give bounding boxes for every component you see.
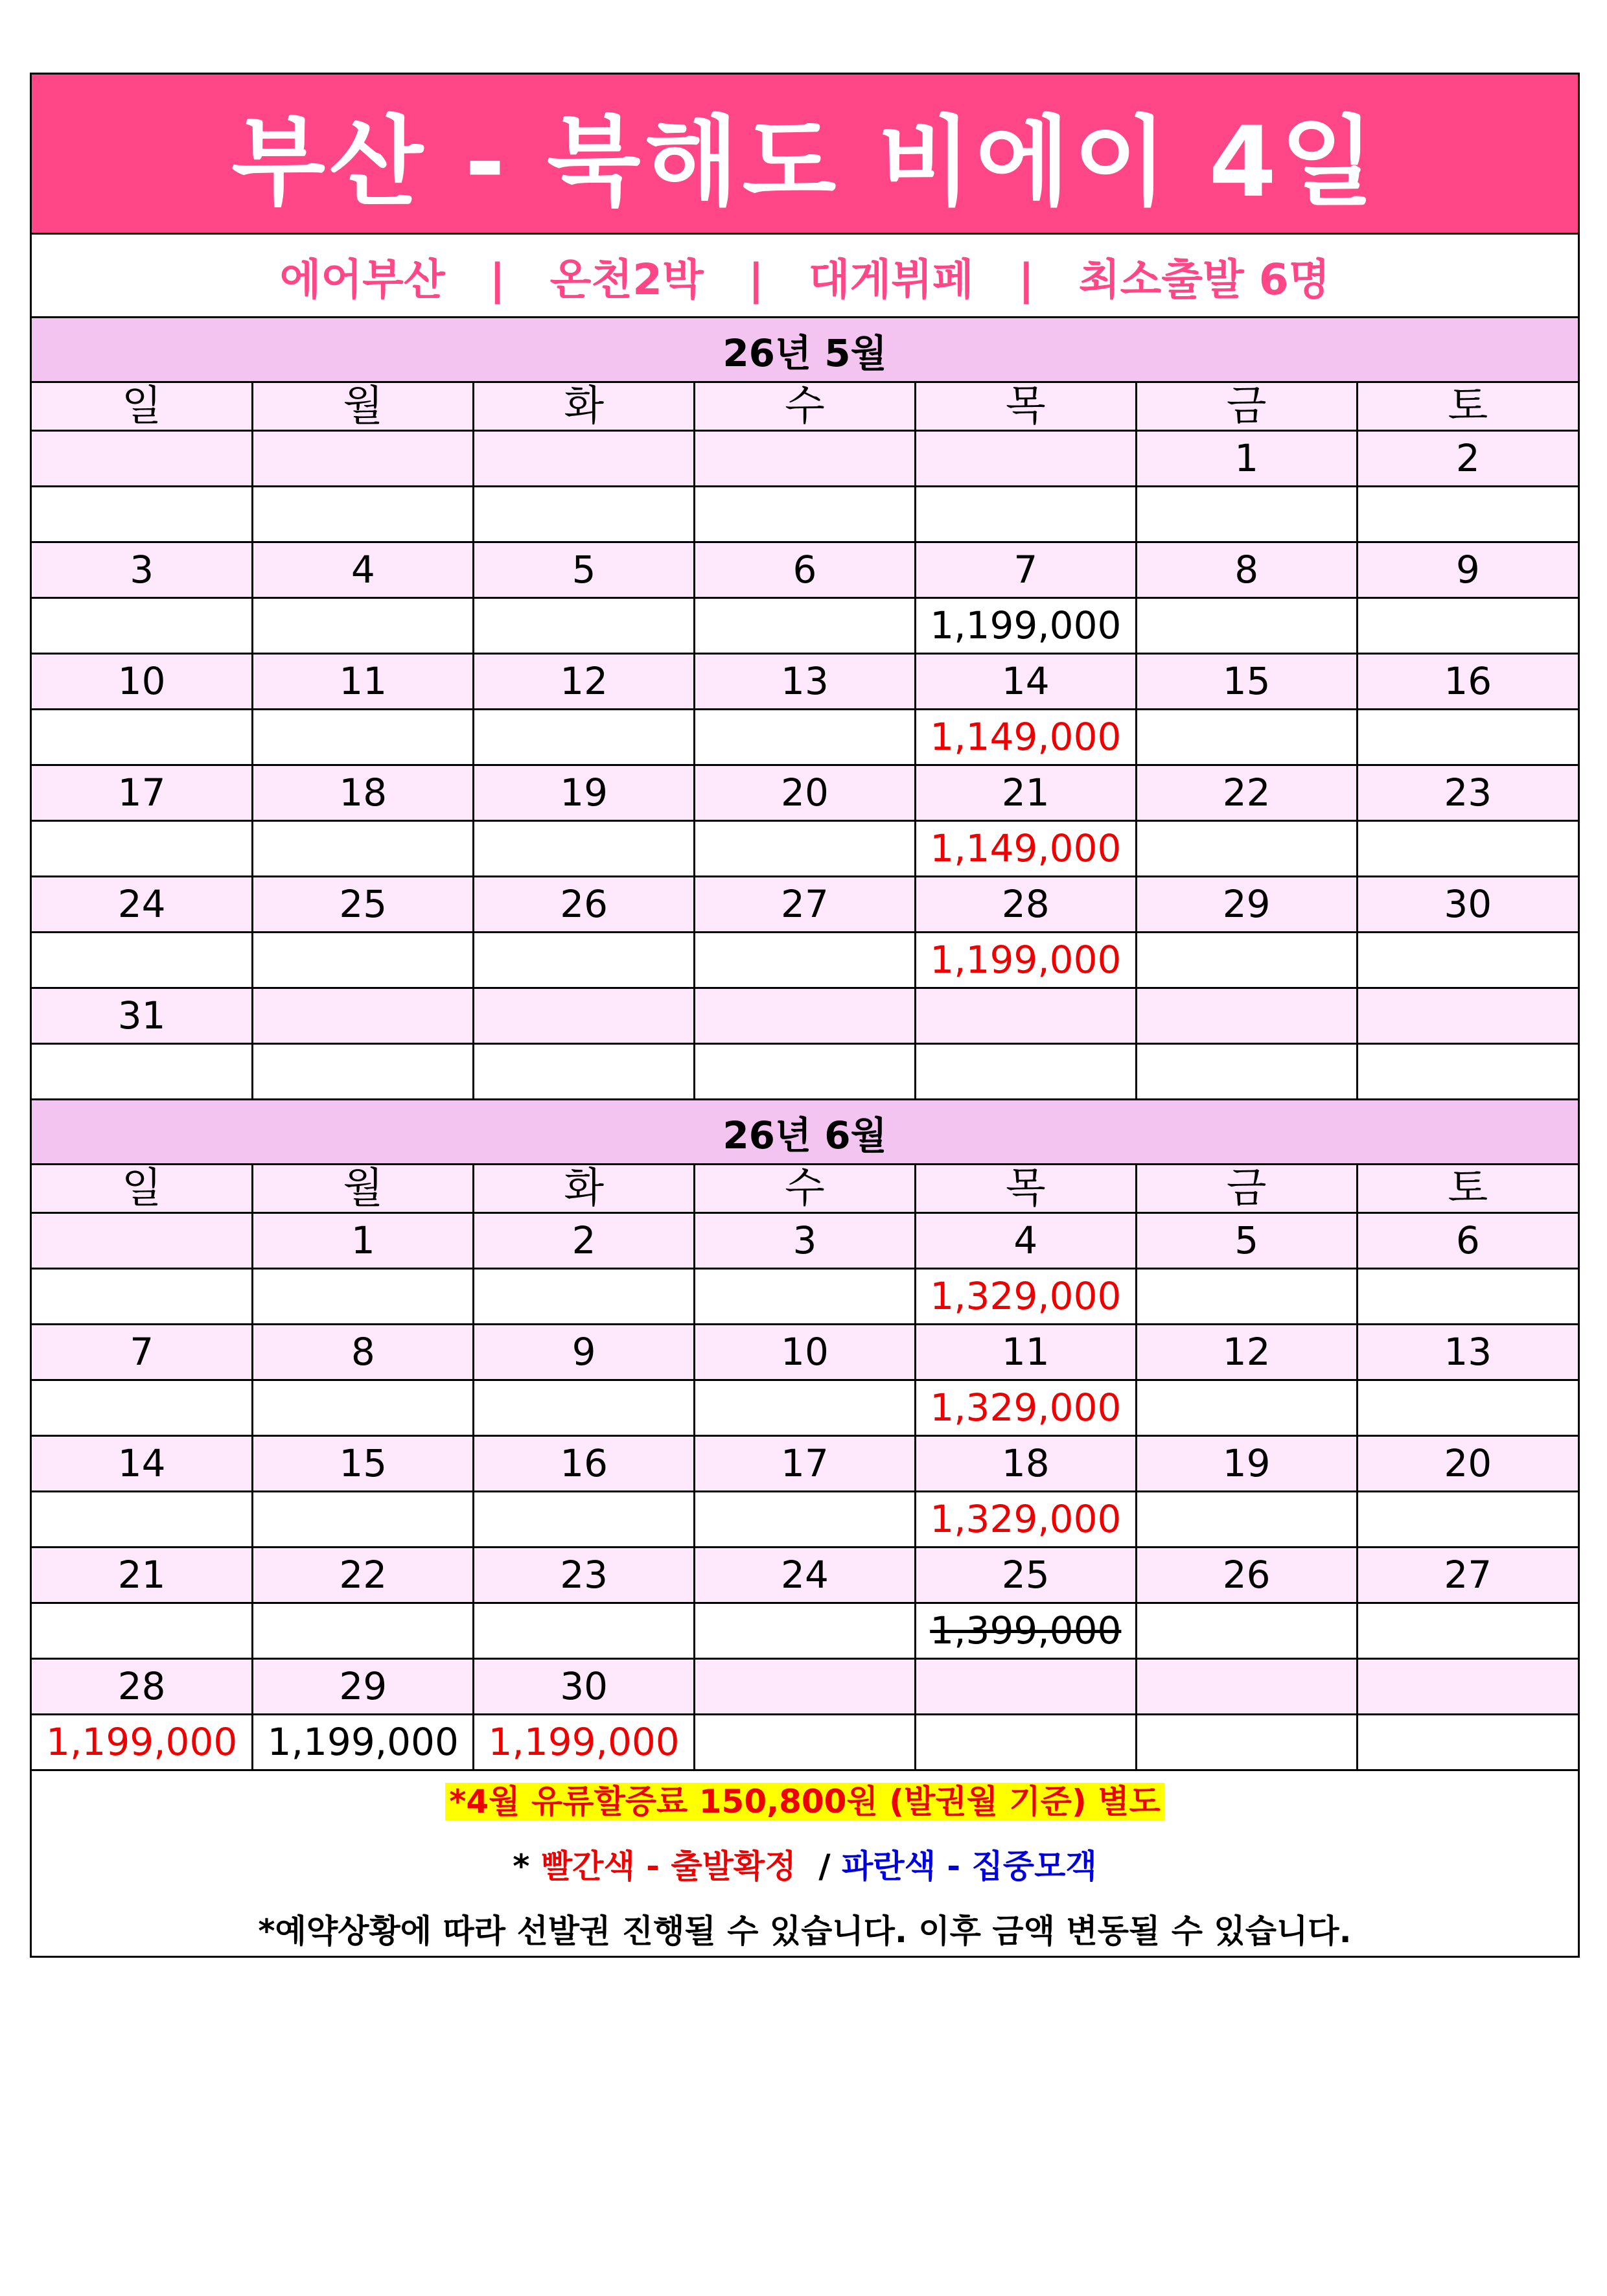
date-cell: 12: [474, 654, 695, 710]
price-cell: [1357, 1715, 1578, 1770]
price-cell: [474, 1492, 695, 1548]
date-cell: 3: [695, 1213, 916, 1269]
price-cell: [253, 1269, 474, 1325]
price-row: [32, 821, 1578, 877]
month-calendar-table: [32, 1165, 1578, 1771]
date-cell: 24: [695, 1548, 916, 1603]
date-cell: 28: [32, 1659, 253, 1715]
date-cell: 21: [915, 765, 1136, 821]
price-cell: 1,199,000: [253, 1715, 474, 1770]
date-cell: 1: [253, 1213, 474, 1269]
date-row: [32, 765, 1578, 821]
price-cell: [1357, 1380, 1578, 1436]
price-cell: [1136, 1380, 1357, 1436]
date-cell: 26: [474, 877, 695, 933]
date-row: [32, 877, 1578, 933]
price-cell: [474, 933, 695, 988]
price-cell: [32, 710, 253, 765]
price-cell: [32, 598, 253, 654]
date-cell: 21: [32, 1548, 253, 1603]
date-cell: [32, 431, 253, 487]
date-row: [32, 1213, 1578, 1269]
date-cell: 4: [253, 542, 474, 598]
price-cell: [32, 487, 253, 542]
price-cell: [32, 1044, 253, 1100]
price-cell: [695, 487, 916, 542]
date-cell: 25: [915, 1548, 1136, 1603]
price-cell: [32, 1380, 253, 1436]
date-cell: [1136, 1659, 1357, 1715]
weekday-header-row: [32, 383, 1578, 431]
surcharge-highlight: *4월 유류할증료 150,800원 (발권월 기준) 별도: [445, 1783, 1164, 1820]
date-row: [32, 988, 1578, 1044]
weekday-label: 일: [32, 383, 253, 431]
date-cell: 5: [474, 542, 695, 598]
date-cell: [915, 1659, 1136, 1715]
weekday-label: 월: [253, 1165, 474, 1213]
legend-blue: 파란색 - 집중모객: [842, 1847, 1097, 1885]
price-cell: [1136, 487, 1357, 542]
date-cell: [915, 431, 1136, 487]
price-cell: [474, 487, 695, 542]
weekday-label: 목: [915, 383, 1136, 431]
date-row: [32, 542, 1578, 598]
date-cell: [253, 431, 474, 487]
price-row: [32, 1715, 1578, 1770]
weekday-label: 토: [1357, 1165, 1578, 1213]
price-cell: [253, 487, 474, 542]
weekday-label: 목: [915, 1165, 1136, 1213]
date-cell: 10: [695, 1325, 916, 1380]
date-cell: 30: [1357, 877, 1578, 933]
date-cell: 10: [32, 654, 253, 710]
price-cell: [695, 1044, 916, 1100]
price-cell: [1357, 710, 1578, 765]
date-cell: [695, 431, 916, 487]
date-cell: 20: [1357, 1436, 1578, 1492]
price-cell: [253, 598, 474, 654]
price-cell: 1,199,000: [32, 1715, 253, 1770]
price-cell: [695, 821, 916, 877]
date-cell: 27: [695, 877, 916, 933]
weekday-label: 화: [474, 1165, 695, 1213]
price-cell: 1,199,000: [474, 1715, 695, 1770]
price-cell: [1357, 1269, 1578, 1325]
price-cell: [1357, 487, 1578, 542]
date-cell: 17: [695, 1436, 916, 1492]
price-cell: [474, 1380, 695, 1436]
date-cell: 9: [1357, 542, 1578, 598]
month-header: 26년 6월: [32, 1100, 1578, 1165]
date-row: [32, 654, 1578, 710]
price-cell: [1136, 598, 1357, 654]
month-header: 26년 5월: [32, 318, 1578, 383]
date-cell: 15: [1136, 654, 1357, 710]
surcharge-note: [445, 1776, 1164, 1822]
price-cell: [32, 1269, 253, 1325]
weekday-label: 일: [32, 1165, 253, 1213]
price-cell: 1,329,000: [915, 1492, 1136, 1548]
price-row: [32, 1044, 1578, 1100]
price-row: [32, 933, 1578, 988]
disclaimer-note: *예약상황에 따라 선발권 진행될 수 있습니다. 이후 금액 변동될 수 있습니다.: [258, 1912, 1352, 1950]
date-cell: 22: [253, 1548, 474, 1603]
date-cell: 29: [1136, 877, 1357, 933]
date-cell: [474, 431, 695, 487]
price-cell: [1136, 1603, 1357, 1659]
date-cell: [474, 988, 695, 1044]
legend-star: *: [513, 1847, 541, 1885]
price-cell: [695, 933, 916, 988]
date-cell: 18: [253, 765, 474, 821]
date-cell: 5: [1136, 1213, 1357, 1269]
price-cell: 1,149,000: [915, 710, 1136, 765]
date-cell: [32, 1213, 253, 1269]
date-cell: 7: [32, 1325, 253, 1380]
weekday-label: 수: [695, 383, 916, 431]
date-row: [32, 1659, 1578, 1715]
price-cell: [695, 1715, 916, 1770]
price-cell: [32, 821, 253, 877]
price-cell: [1136, 1492, 1357, 1548]
date-cell: [695, 1659, 916, 1715]
date-cell: 19: [1136, 1436, 1357, 1492]
page-title: 부산 - 북해도 비에이 4일: [32, 75, 1578, 235]
date-cell: [695, 988, 916, 1044]
month-calendar-table: [32, 383, 1578, 1100]
date-cell: 16: [1357, 654, 1578, 710]
price-cell: [1136, 1044, 1357, 1100]
date-cell: 22: [1136, 765, 1357, 821]
price-cell: [1357, 1044, 1578, 1100]
tour-calendar-sheet: [30, 73, 1580, 1958]
date-cell: 6: [695, 542, 916, 598]
legend-red: 빨간색 - 출발확정: [540, 1847, 796, 1885]
date-cell: 4: [915, 1213, 1136, 1269]
date-cell: 15: [253, 1436, 474, 1492]
price-cell: [695, 1380, 916, 1436]
date-cell: [1357, 988, 1578, 1044]
date-cell: 24: [32, 877, 253, 933]
date-row: [32, 1325, 1578, 1380]
date-cell: 25: [253, 877, 474, 933]
price-cell: [1136, 1269, 1357, 1325]
price-cell: [695, 1603, 916, 1659]
price-row: [32, 487, 1578, 542]
price-row: [32, 1380, 1578, 1436]
price-cell: [695, 1269, 916, 1325]
date-cell: 16: [474, 1436, 695, 1492]
tour-features: 에어부산 | 온천2박 | 대게뷔페 | 최소출발 6명: [32, 235, 1578, 318]
date-cell: 1: [1136, 431, 1357, 487]
date-cell: 27: [1357, 1548, 1578, 1603]
weekday-label: 수: [695, 1165, 916, 1213]
price-cell: [695, 598, 916, 654]
price-cell: [1357, 1492, 1578, 1548]
price-cell: [695, 710, 916, 765]
weekday-label: 화: [474, 383, 695, 431]
date-cell: 2: [1357, 431, 1578, 487]
date-cell: [915, 988, 1136, 1044]
price-cell: [253, 1380, 474, 1436]
date-cell: 6: [1357, 1213, 1578, 1269]
price-cell: [253, 710, 474, 765]
price-cell: [1357, 821, 1578, 877]
price-cell: [1136, 821, 1357, 877]
weekday-header-row: [32, 1165, 1578, 1213]
price-cell: [253, 1603, 474, 1659]
price-cell: 1,149,000: [915, 821, 1136, 877]
date-cell: 7: [915, 542, 1136, 598]
price-cell: [32, 1603, 253, 1659]
price-cell: [474, 1269, 695, 1325]
date-row: [32, 1548, 1578, 1603]
price-cell: [695, 1492, 916, 1548]
date-cell: 23: [1357, 765, 1578, 821]
price-cell: [474, 1044, 695, 1100]
price-cell: [253, 821, 474, 877]
date-cell: 18: [915, 1436, 1136, 1492]
date-cell: 28: [915, 877, 1136, 933]
price-cell: [1357, 1603, 1578, 1659]
price-row: [32, 1269, 1578, 1325]
weekday-label: 토: [1357, 383, 1578, 431]
date-cell: 11: [253, 654, 474, 710]
price-cell: [915, 487, 1136, 542]
price-cell: [32, 933, 253, 988]
date-cell: 14: [915, 654, 1136, 710]
date-cell: 8: [253, 1325, 474, 1380]
price-cell: [915, 1044, 1136, 1100]
price-cell: [915, 1715, 1136, 1770]
date-cell: 3: [32, 542, 253, 598]
price-cell: [253, 1492, 474, 1548]
calendar-months: [32, 318, 1578, 1771]
price-cell: [1357, 598, 1578, 654]
date-cell: 29: [253, 1659, 474, 1715]
date-cell: 13: [695, 654, 916, 710]
date-cell: [1136, 988, 1357, 1044]
notes-section: [32, 1771, 1578, 1956]
date-cell: 13: [1357, 1325, 1578, 1380]
color-legend: [513, 1840, 1096, 1887]
date-cell: [1357, 1659, 1578, 1715]
price-cell: [253, 1044, 474, 1100]
date-cell: 12: [1136, 1325, 1357, 1380]
date-cell: 9: [474, 1325, 695, 1380]
date-cell: 23: [474, 1548, 695, 1603]
price-cell: [32, 1492, 253, 1548]
date-cell: 2: [474, 1213, 695, 1269]
price-cell: [474, 598, 695, 654]
price-row: [32, 710, 1578, 765]
price-cell: 1,329,000: [915, 1380, 1136, 1436]
price-cell: 1,199,000: [915, 598, 1136, 654]
date-cell: 8: [1136, 542, 1357, 598]
price-cell: [253, 933, 474, 988]
price-cell: [474, 821, 695, 877]
legend-separator: /: [796, 1847, 842, 1885]
date-cell: 31: [32, 988, 253, 1044]
date-cell: 26: [1136, 1548, 1357, 1603]
price-cell: [1136, 933, 1357, 988]
price-row: [32, 1603, 1578, 1659]
price-cell: 1,399,000: [915, 1603, 1136, 1659]
date-row: [32, 431, 1578, 487]
price-cell: [474, 710, 695, 765]
date-cell: 30: [474, 1659, 695, 1715]
price-cell: [1136, 1715, 1357, 1770]
date-row: [32, 1436, 1578, 1492]
date-cell: 14: [32, 1436, 253, 1492]
price-row: [32, 1492, 1578, 1548]
weekday-label: 금: [1136, 1165, 1357, 1213]
price-cell: [1136, 710, 1357, 765]
date-cell: 19: [474, 765, 695, 821]
date-cell: 17: [32, 765, 253, 821]
price-cell: 1,199,000: [915, 933, 1136, 988]
date-cell: 20: [695, 765, 916, 821]
date-cell: [253, 988, 474, 1044]
price-row: [32, 598, 1578, 654]
price-cell: [1357, 933, 1578, 988]
date-cell: 11: [915, 1325, 1136, 1380]
weekday-label: 금: [1136, 383, 1357, 431]
price-cell: [474, 1603, 695, 1659]
weekday-label: 월: [253, 383, 474, 431]
price-cell: 1,329,000: [915, 1269, 1136, 1325]
